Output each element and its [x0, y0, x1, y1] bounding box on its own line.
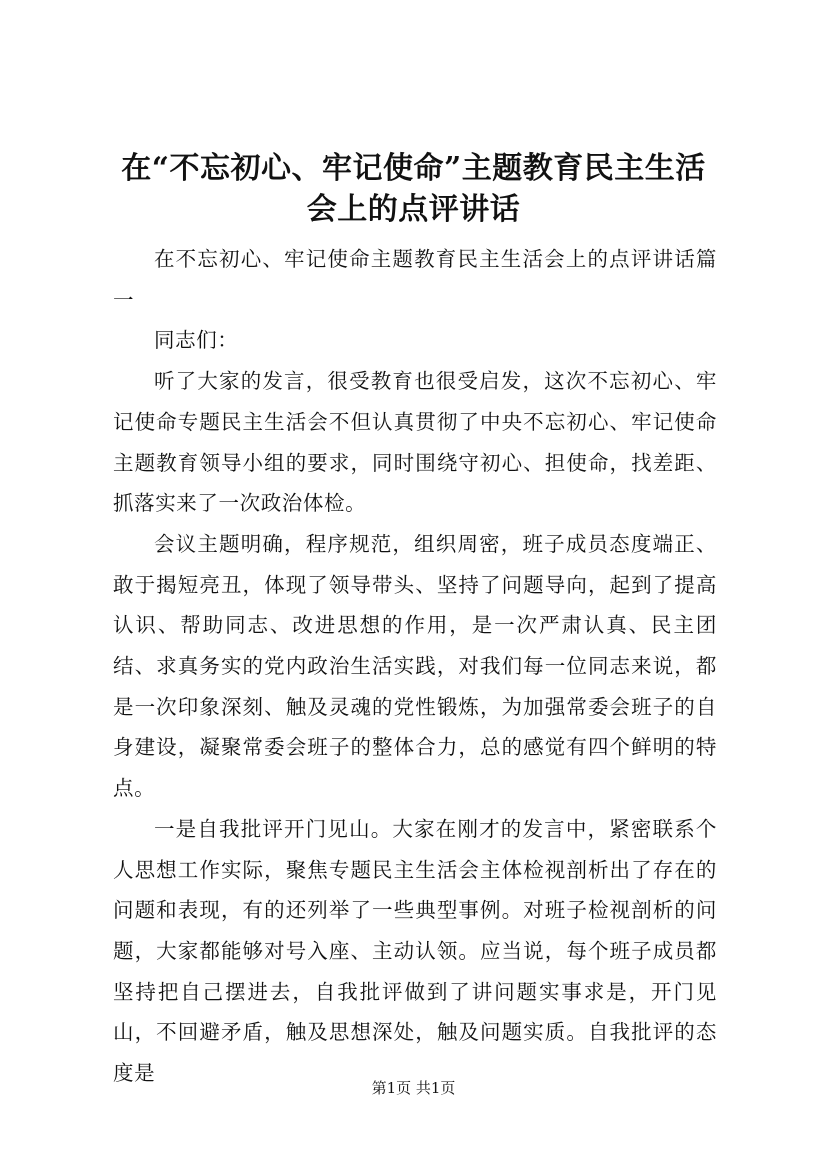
document-body	[113, 239, 717, 1094]
page-footer: 第1页 共1页	[371, 1079, 456, 1097]
paragraph: 一是自我批评开门见山。大家在刚才的发言中，紧密联系个人思想工作实际，聚焦专题民主生活会主体检视剖析出了存在的问题和表现，有的还列举了一些典型事例。对班子检视剖析的问题，大家都能够对号入座、主动认领。应当说，每个班子成员都坚持把自己摆进去，自我批评做到了讲问题实事求是，开门见山，不回避矛盾，触及思想深处，触及问题实质。自我批评的态度是	[113, 816, 717, 1086]
paragraph: 会议主题明确，程序规范，组织周密，班子成员态度端正、敢于揭短亮丑，体现了领导带头、坚持了问题导向，起到了提高认识、帮助同志、改进思想的作用，是一次严肃认真、民主团结、求真务实的党内政治生活实践，对我们每一位同志来说，都是一次印象深刻、触及灵魂的党性锻炼，为加强常委会班子的自身建设，凝聚常委会班子的整体合力，总的感觉有四个鲜明的特点。	[113, 531, 717, 801]
title-line-2: 会上的点评讲话	[306, 192, 521, 227]
paragraph: 听了大家的发言，很受教育也很受启发，这次不忘初心、牢记使命专题民主生活会不但认真贯彻了中央不忘初心、牢记使命主题教育领导小组的要求，同时围绕守初心、担使命，找差距、抓落实来了一次政治体检。	[113, 369, 717, 516]
paragraph-salutation: 同志们：	[154, 328, 239, 353]
document-title	[100, 148, 727, 230]
paragraph-subtitle: 在不忘初心、牢记使命主题教育民主生活会上的点评讲话篇一	[113, 247, 717, 312]
title-line-1: 在“不忘初心、牢记使命”主题教育民主生活	[121, 151, 706, 186]
